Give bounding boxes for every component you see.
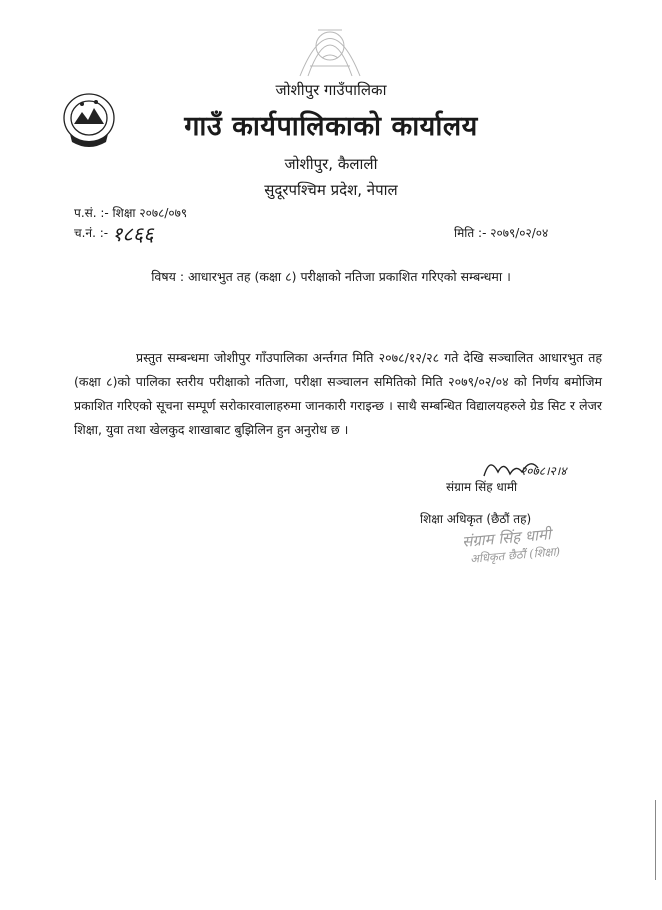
province-name: सुदूरपश्चिम प्रदेश, नेपाल bbox=[264, 181, 398, 199]
chalani-label: च.नं. :- bbox=[74, 226, 109, 240]
scan-edge-line bbox=[655, 800, 656, 880]
signatory-designation: शिक्षा अधिकृत (छैठौं तह) bbox=[420, 512, 532, 526]
stamp-name: संग्राम सिंह धामी bbox=[461, 525, 552, 551]
signatory-name: संग्राम सिंह धामी bbox=[446, 480, 518, 494]
office-location: जोशीपुर, कैलाली bbox=[284, 155, 378, 173]
letter-subject: विषय : आधारभुत तह (कक्षा ८) परीक्षाको नतिजा प्रकाशित गरिएको सम्बन्धमा । bbox=[151, 269, 511, 284]
stamp-designation: अधिकृत छैठौं (शिक्षा) bbox=[469, 544, 561, 566]
municipality-name: जोशीपुर गाउँपालिका bbox=[275, 81, 387, 99]
patra-sankhya: प.सं. :- शिक्षा २०७८/०७९ bbox=[74, 206, 188, 220]
top-seal-emblem bbox=[280, 6, 380, 86]
office-title: गाउँ कार्यपालिकाको कार्यालय bbox=[184, 111, 478, 142]
letter-date: मिति :- २०७९/०२/०४ bbox=[454, 226, 549, 240]
handwritten-date: २०७८।२।४ bbox=[520, 464, 567, 478]
chalani-number: १८६६ bbox=[112, 222, 154, 246]
letter-body: प्रस्तुत सम्बन्धमा जोशीपुर गाँउपालिका अर्न्तगत मिति २०७८/१२/२८ गते देखि सञ्चालित आधारभुत तह (कक्षा ८)को पालिका स्तरीय परीक्षाको नतिजा, परीक्षा सञ्चालन समितिको मिति २०७९/०२/०४ को निर्णय बमोजिम प्रकाशित गरिएको सूचना सम्पूर्ण सरोकारवालाहरुमा जानकारी गराइन्छ । साथै सम्बन्धित विद्यालयहरुले ग्रेड सिट र लेजर शिक्षा, युवा तथा खेलकुद शाखाबाट बुझिलिन हुन अनुरोध छ । bbox=[74, 350, 602, 437]
